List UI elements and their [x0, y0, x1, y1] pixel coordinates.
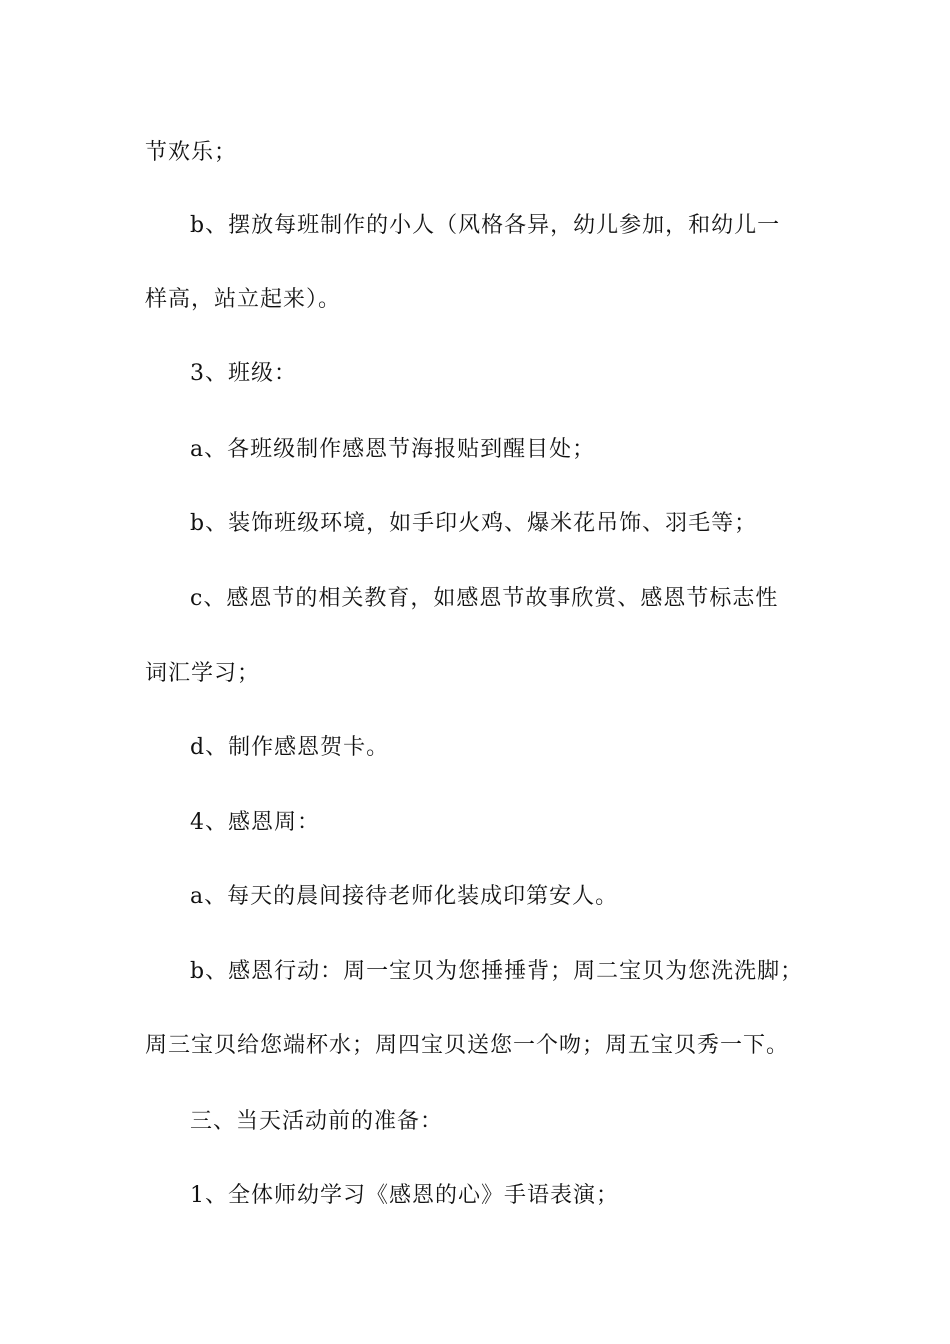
paragraph-line: 节欢乐；	[145, 140, 238, 165]
paragraph-line: a、每天的晨间接待老师化装成印第安人。	[190, 884, 619, 909]
paragraph-line: 4、感恩周：	[190, 810, 320, 835]
paragraph-line: c、感恩节的相关教育，如感恩节故事欣赏、感恩节标志性	[190, 586, 779, 611]
paragraph-line: d、制作感恩贺卡。	[190, 735, 390, 760]
paragraph-line: b、装饰班级环境，如手印火鸡、爆米花吊饰、羽毛等；	[190, 511, 758, 536]
section-heading: 三、当天活动前的准备：	[190, 1109, 444, 1134]
paragraph-line: 周三宝贝给您端杯水；周四宝贝送您一个吻；周五宝贝秀一下。	[145, 1033, 790, 1058]
paragraph-line: 3、班级：	[190, 361, 297, 386]
paragraph-line: 词汇学习；	[145, 661, 261, 686]
paragraph-line: 样高，站立起来）。	[145, 287, 342, 312]
paragraph-line: a、各班级制作感恩节海报贴到醒目处；	[190, 437, 596, 462]
paragraph-line: b、感恩行动：周一宝贝为您捶捶背；周二宝贝为您洗洗脚；	[190, 959, 804, 984]
paragraph-line: b、摆放每班制作的小人（风格各异，幼儿参加，和幼儿一	[190, 213, 781, 238]
paragraph-line: 1、全体师幼学习《感恩的心》手语表演；	[190, 1183, 619, 1208]
